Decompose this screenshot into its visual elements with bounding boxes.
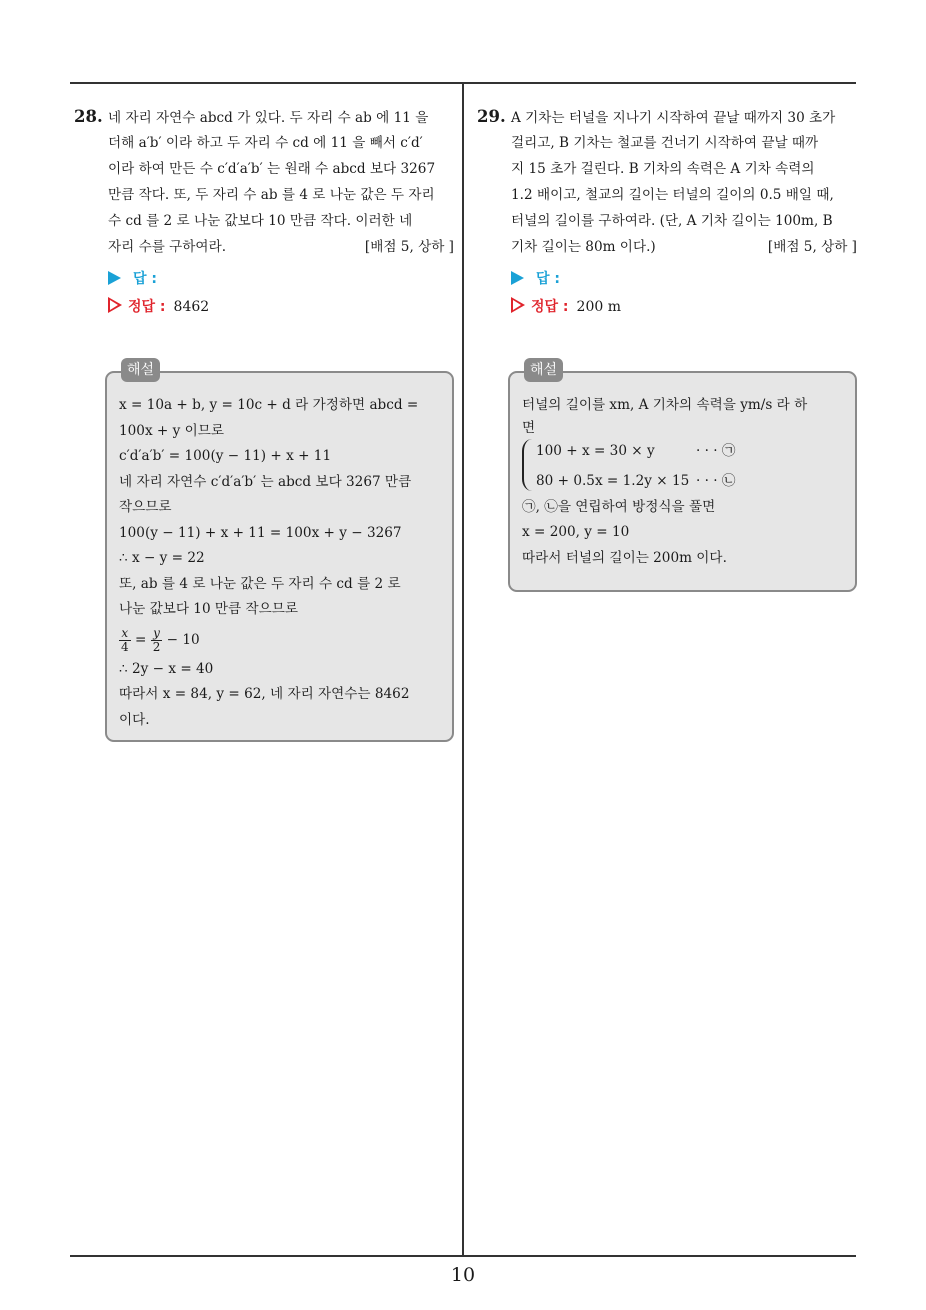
fraction-numerator: y xyxy=(151,627,163,641)
q29-line-5: 터널의 길이를 구하여라. (단, A 기차 길이는 100m, B xyxy=(511,213,833,229)
q28-correct-row xyxy=(74,294,454,322)
q28-line-4: 만큼 작다. 또, 두 자리 수 ab 를 4 로 나눈 값은 두 자리 xyxy=(108,187,435,203)
q29-solution-box xyxy=(508,362,857,592)
q28-solution-box xyxy=(105,362,454,742)
play-triangle-icon xyxy=(108,271,121,285)
q29-line-1 xyxy=(477,104,857,130)
q28-sol-line: 네 자리 자연수 c′d′a′b′ 는 abcd 보다 3267 만큼 xyxy=(119,473,412,490)
q29-sol-line: 면 xyxy=(522,419,536,436)
q28-line-3: 이라 하여 만든 수 c′d′a′b′ 는 원래 수 abcd 보다 3267 xyxy=(108,161,436,177)
left-brace xyxy=(522,439,532,491)
q28-text-end: 자리 수를 구하여라. xyxy=(108,239,227,255)
equation-text: 80 + 0.5x = 1.2y × 15 xyxy=(536,472,690,489)
q28-sol-line: ∴ 2y − x = 40 xyxy=(119,660,214,677)
q28-line-6 xyxy=(74,234,454,260)
q28-fraction-equation: $\frac{x}{4}$ = $\frac{y}{2}$ − 10 xyxy=(121,625,200,654)
q29-answer-label: 답 : xyxy=(536,271,560,287)
outline-triangle-icon xyxy=(108,297,122,313)
q28-sol-line: x = 10a + b, y = 10c + d 라 가정하면 abcd = xyxy=(119,397,419,413)
q28-sol-line: ∴ x − y = 22 xyxy=(119,550,205,566)
q29-score-meta: [배점 5, 상하 ] xyxy=(767,239,857,255)
q29-sol-line: 따라서 터널의 길이는 200m 이다. xyxy=(522,549,727,566)
play-triangle-icon xyxy=(511,271,524,285)
q28-score-meta: [배점 5, 상하 ] xyxy=(364,239,454,255)
q28-correct-label: 정답 : xyxy=(128,299,166,315)
equation-tag: · · · ㉡ xyxy=(696,472,736,489)
q28-sol-line: 따라서 x = 84, y = 62, 네 자리 자연수는 8462 xyxy=(119,686,410,702)
page-number: 10 xyxy=(450,1264,476,1286)
q28-sol-line: 나눈 값보다 10 만큼 작으므로 xyxy=(119,601,299,617)
equation-tag: · · · ㉠ xyxy=(696,442,736,459)
fraction-numerator: x xyxy=(119,627,131,641)
bottom-rule xyxy=(70,1255,856,1257)
q29-line-4: 1.2 배이고, 철교의 길이는 터널의 길이의 0.5 배일 때, xyxy=(511,187,834,203)
equation-text: 100 + x = 30 × y xyxy=(536,442,655,459)
q29-text-end: 기차 길이는 80m 이다.) xyxy=(511,239,656,255)
outline-triangle-icon xyxy=(511,297,525,313)
question-29 xyxy=(477,104,857,322)
system-equation-2 xyxy=(536,471,736,491)
q28-sol-line: 또, ab 를 4 로 나눈 값은 두 자리 수 cd 를 2 로 xyxy=(119,575,401,592)
q29-line-3: 지 15 초가 걸린다. B 기차의 속력은 A 기차 속력의 xyxy=(511,161,815,177)
q29-text: A 기차는 터널을 지나기 시작하여 끝날 때까지 30 초가 xyxy=(511,110,836,126)
q29-answer-row xyxy=(477,266,857,294)
q28-sol-line: 100(y − 11) + x + 11 = 100x + y − 3267 xyxy=(119,524,402,541)
q29-correct-row xyxy=(477,294,857,322)
q28-sol-line: 작으므로 xyxy=(119,499,172,515)
system-equation-1 xyxy=(536,441,736,461)
q28-line-1 xyxy=(74,104,454,130)
q28-number: 28. xyxy=(74,107,103,126)
q29-line-2: 걸리고, B 기차는 철교를 건너기 시작하여 끝날 때까 xyxy=(511,135,819,151)
question-28 xyxy=(74,104,454,322)
q28-correct-value: 8462 xyxy=(173,299,210,315)
equation-system xyxy=(522,439,843,493)
fraction-x-over-4 xyxy=(119,627,131,654)
q28-sol-line: 이다. xyxy=(119,711,150,728)
q29-sol-line: x = 200, y = 10 xyxy=(522,524,630,540)
fraction-denominator: 2 xyxy=(152,639,161,654)
q29-number: 29. xyxy=(477,107,506,126)
fraction-tail: − 10 xyxy=(166,631,200,648)
q28-sol-line: 100x + y 이므로 xyxy=(119,422,225,439)
q29-line-6 xyxy=(477,234,857,260)
q28-sol-line: c′d′a′b′ = 100(y − 11) + x + 11 xyxy=(119,448,332,464)
q28-answer-label: 답 : xyxy=(133,271,157,287)
q29-correct-value: 200 m xyxy=(576,299,621,315)
q28-line-2: 더해 a′b′ 이라 하고 두 자리 수 cd 에 11 을 빼서 c′d′ xyxy=(108,135,423,151)
q28-answer-row xyxy=(74,266,454,294)
q28-text: 네 자리 자연수 abcd 가 있다. 두 자리 수 ab 에 11 을 xyxy=(108,110,429,126)
fraction-y-over-2 xyxy=(151,627,163,654)
q28-solution-tab: 해설 xyxy=(121,358,160,382)
q29-correct-label: 정답 : xyxy=(531,299,569,315)
q29-solution-tab: 해설 xyxy=(524,358,563,382)
q28-line-5: 수 cd 를 2 로 나눈 값보다 10 만큼 작다. 이러한 네 xyxy=(108,213,413,229)
q29-sol-line: ㉠, ㉡을 연립하여 방정식을 풀면 xyxy=(522,498,716,515)
q29-sol-line: 터널의 길이를 xm, A 기차의 속력을 ym/s 라 하 xyxy=(522,397,808,413)
column-divider xyxy=(462,83,464,1256)
fraction-denominator: 4 xyxy=(121,639,129,654)
